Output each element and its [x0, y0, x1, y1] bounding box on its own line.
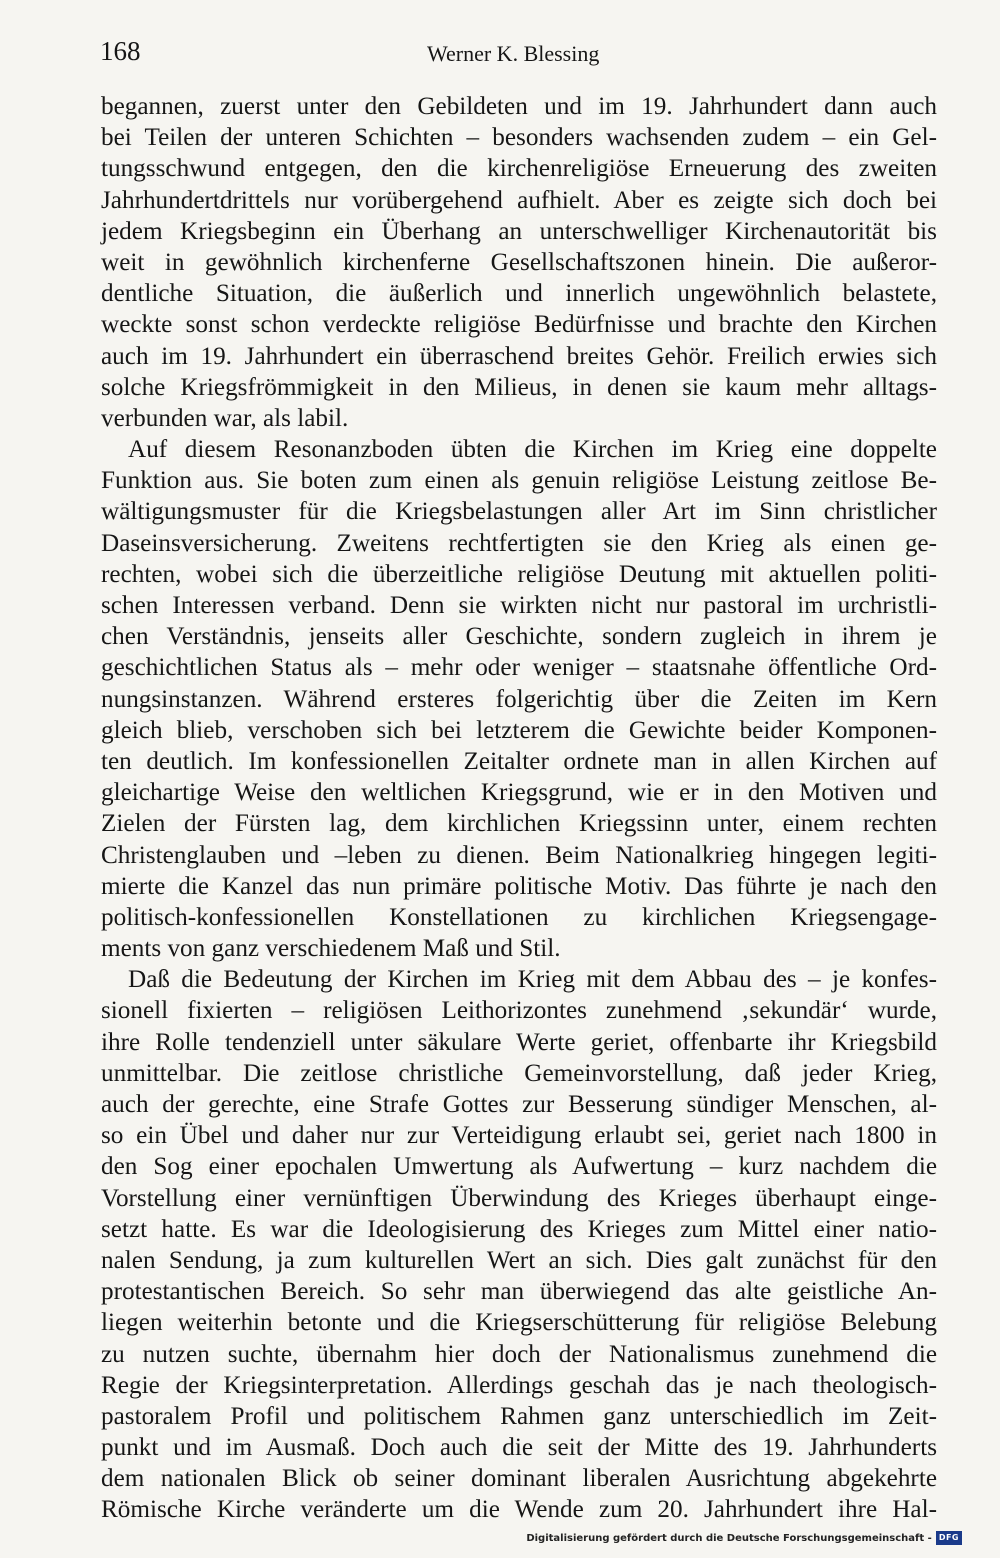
text-line: auch der gerechte, eine Strafe Gottes zur Besserung sündiger Menschen, al- — [101, 1091, 937, 1118]
text-line: ments von ganz verschiedenem Maß und Stil. — [101, 935, 561, 963]
text-line: pastoralem Profil und politischem Rahmen ganz unterschiedlich im Zeit- — [101, 1402, 937, 1430]
text-line: ten deutlich. Im konfessionellen Zeitalter ordnete man in allen Kirchen auf — [101, 747, 937, 775]
text-line: bei Teilen der unteren Schichten – besonders wachsenden zudem – ein Gel- — [101, 124, 937, 152]
text-line: unmittelbar. Die zeitlose christliche Gemeinvorstellung, daß jeder Krieg, — [101, 1059, 937, 1087]
text-line: Vorstellung einer vernünftigen Überwindung des Krieges überhaupt einge- — [101, 1184, 937, 1212]
text-line: Römische Kirche veränderte um die Wende zum 20. Jahrhundert ihre Hal- — [101, 1496, 937, 1524]
text-line: dentliche Situation, die äußerlich und innerlich ungewöhnlich belastete, — [101, 280, 937, 308]
text-line: punkt und im Ausmaß. Doch auch die seit der Mitte des 19. Jahrhunderts — [101, 1434, 937, 1462]
text-line: schen Interessen verband. Denn sie wirkten nicht nur pastoral im urchristli- — [101, 592, 937, 619]
body-text — [101, 91, 937, 1526]
text-line: geschichtlichen Status als – mehr oder weniger – staatsnahe öffentliche Ord- — [101, 654, 937, 682]
text-line: gleichartige Weise den weltlichen Kriegsgrund, wie er in den Motiven und — [101, 779, 937, 807]
text-line: Daß die Bedeutung der Kirchen im Krieg mit dem Abbau des – je konfes- — [128, 966, 937, 994]
text-line: nungsinstanzen. Während ersteres folgerichtig über die Zeiten im Kern — [101, 685, 937, 713]
text-line: dem nationalen Blick ob seiner dominant liberalen Ausrichtung abgekehrte — [101, 1465, 937, 1493]
text-line: politisch-konfessionellen Konstellationen zu kirchlichen Kriegsengage- — [101, 903, 937, 931]
text-line: weit in gewöhnlich kirchenferne Gesellschaftszonen hinein. Die außeror- — [101, 248, 937, 276]
text-line: solche Kriegsfrömmigkeit in den Milieus, in denen sie kaum mehr alltags- — [101, 373, 937, 401]
text-line: liegen weiterhin betonte und die Kriegserschütterung für religiöse Belebung — [101, 1309, 937, 1337]
digitization-footer — [526, 1531, 962, 1545]
text-line: den Sog einer epochalen Umwertung als Aufwertung – kurz nachdem die — [101, 1153, 937, 1181]
text-line: so ein Übel und daher nur zur Verteidigung erlaubt sei, geriet nach 1800 in — [101, 1122, 937, 1150]
text-line: sionell fixierten – religiösen Leithorizontes zunehmend ‚sekundär‘ wurde, — [101, 997, 937, 1025]
text-line: gleich blieb, verschoben sich bei letzterem die Gewichte beider Komponen- — [101, 716, 937, 744]
funding-note: Digitalisierung gefördert durch die Deutsche Forschungsgemeinschaft - — [526, 1532, 932, 1544]
text-line: begannen, zuerst unter den Gebildeten und im 19. Jahrhundert dann auch — [101, 93, 937, 120]
text-line: setzt hatte. Es war die Ideologisierung des Krieges zum Mittel einer natio- — [101, 1215, 937, 1243]
text-line: Zielen der Fürsten lag, dem kirchlichen Kriegssinn unter, einem rechten — [101, 810, 937, 838]
text-line: rechten, wobei sich die überzeitliche religiöse Deutung mit aktuellen politi- — [101, 560, 937, 588]
text-line: zu nutzen suchte, übernahm hier doch der Nationalismus zunehmend die — [101, 1340, 937, 1368]
running-head: Werner K. Blessing — [427, 41, 600, 66]
text-line: Funktion aus. Sie boten zum einen als genuin religiöse Leistung zeitlose Be- — [101, 467, 937, 495]
text-line: jedem Kriegsbeginn ein Überhang an unterschwelliger Kirchenautorität bis — [101, 217, 937, 245]
text-line: mierte die Kanzel das nun primäre politische Motiv. Das führte je nach den — [101, 872, 937, 900]
text-line: auch im 19. Jahrhundert ein überraschend breites Gehör. Freilich erwies sich — [101, 342, 937, 370]
dfg-logo-icon: DFG — [936, 1531, 962, 1545]
text-line: ihre Rolle tendenziell unter säkulare Werte geriet, offenbarte ihr Kriegsbild — [101, 1028, 937, 1056]
text-line: nalen Sendung, ja zum kulturellen Wert an sich. Dies galt zunächst für den — [101, 1246, 937, 1274]
page-number: 168 — [100, 36, 141, 66]
text-line: chen Verständnis, jenseits aller Geschichte, sondern zugleich in ihrem je — [101, 623, 937, 651]
text-line: Regie der Kriegsinterpretation. Allerdings geschah das je nach theologisch- — [101, 1371, 937, 1399]
text-line: protestantischen Bereich. So sehr man überwiegend das alte geistliche An- — [101, 1278, 937, 1306]
text-line: tungsschwund entgegen, den die kirchenreligiöse Erneuerung des zweiten — [101, 155, 937, 183]
text-line: Jahrhundertdrittels nur vorübergehend aufhielt. Aber es zeigte sich doch bei — [101, 186, 937, 214]
text-line: Daseinsversicherung. Zweitens rechtfertigten sie den Krieg als einen ge- — [101, 529, 937, 557]
text-line: weckte sonst schon verdeckte religiöse Bedürfnisse und brachte den Kirchen — [101, 311, 937, 339]
text-line: Christenglauben und –leben zu dienen. Beim Nationalkrieg hingegen legiti- — [101, 841, 937, 869]
text-line: wältigungsmuster für die Kriegsbelastungen aller Art im Sinn christlicher — [101, 498, 937, 526]
text-line: Auf diesem Resonanzboden übten die Kirchen im Krieg eine doppelte — [128, 436, 937, 464]
text-line: verbunden war, als labil. — [101, 404, 349, 432]
